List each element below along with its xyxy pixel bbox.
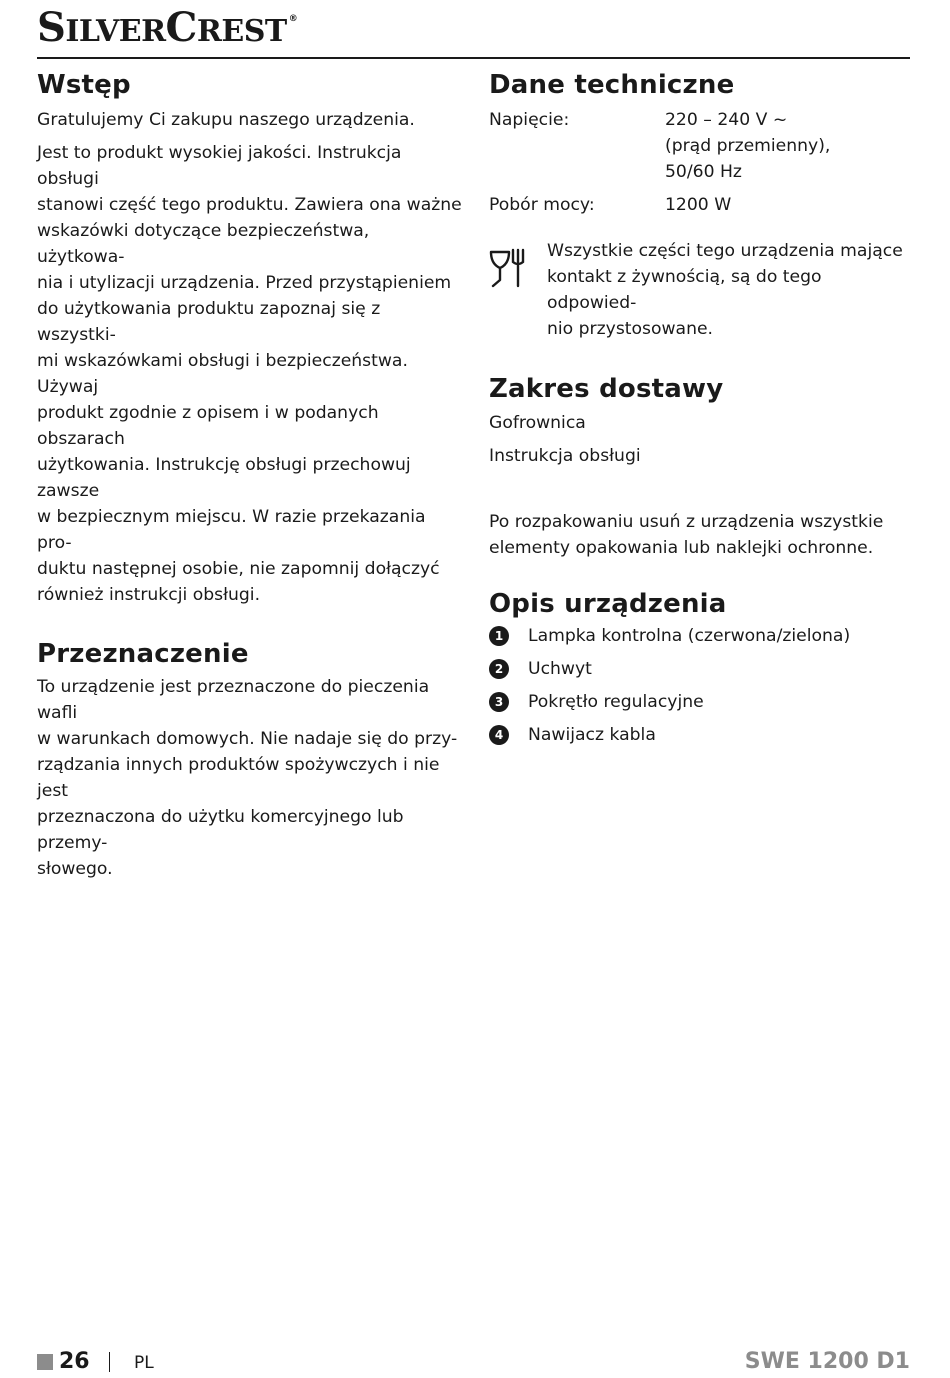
text-line: użytkowania. Instrukcję obsługi przechowuj zawsze [37,455,411,501]
text-line: To urządzenie jest przeznaczone do pieczenia wafli [37,677,430,723]
text-line: 220 – 240 V ~ [665,110,788,130]
text-line: słowego. [37,859,113,879]
model-number: SWE 1200 D1 [744,1349,910,1374]
text-line: w warunkach domowych. Nie nadaje się do przy- [37,729,458,749]
purpose-heading: Przeznaczenie [37,639,249,669]
list-item [489,623,914,649]
footer-square-icon [37,1354,53,1370]
text-line: Wszystkie części tego urządzenia mające [547,241,903,261]
spec-value: 1200 W [665,195,732,215]
text-line: w bezpiecznym miejscu. W razie przekazania pro- [37,507,426,553]
intro-paragraph-2 [37,140,462,608]
brand-logo [37,4,297,51]
intro-paragraph-1: Gratulujemy Ci zakupu naszego urządzenia. [37,110,415,130]
logo-text: REST [196,14,287,49]
list-item [489,656,914,682]
text-line: produkt zgodnie z opisem i w podanych obszarach [37,403,379,449]
text-line: duktu następnej osobie, nie zapomnij dołączyć [37,559,440,579]
text-line: Jest to produkt wysokiej jakości. Instrukcja obsługi [37,143,402,189]
spec-value [665,107,914,185]
food-safe-icon [489,238,547,342]
list-item [489,689,914,715]
list-item [489,722,914,748]
text-line: wskazówki dotyczące bezpieczeństwa, użytkowa- [37,221,370,267]
registered-mark: ® [288,14,298,24]
part-label: Lampka kontrolna (czerwona/zielona) [528,626,851,646]
logo-letter: C [165,4,197,51]
intro-heading: Wstęp [37,70,131,100]
food-safe-text [547,238,914,342]
text-line: rządzania innych produktów spożywczych i nie jest [37,755,440,801]
parts-list [489,623,914,748]
language-code: PL [134,1353,154,1373]
delivery-item: Instrukcja obsługi [489,446,641,466]
spec-label: Napięcie: [489,110,570,130]
left-column [37,68,462,882]
spec-power [489,192,914,218]
delivery-item: Gofrownica [489,413,586,433]
right-column [489,68,914,755]
text-line: (prąd przemienny), [665,136,831,156]
part-label: Pokrętło regulacyjne [528,692,704,712]
text-line: elementy opakowania lub naklejki ochronne. [489,538,874,558]
text-line: nia i utylizacji urządzenia. Przed przystąpieniem [37,273,452,293]
unpack-paragraph [489,509,914,561]
text-line: również instrukcji obsługi. [37,585,261,605]
text-line: stanowi część tego produktu. Zawiera ona ważne [37,195,462,215]
delivery-heading: Zakres dostawy [489,374,724,404]
text-line: Po rozpakowaniu usuń z urządzenia wszystkie [489,512,884,532]
logo-text: ILVER [65,14,166,49]
part-label: Uchwyt [528,659,592,679]
footer-divider [109,1352,110,1372]
text-line: nio przystosowane. [547,319,714,339]
part-label: Nawijacz kabla [528,725,656,745]
number-badge: 2 [489,659,509,679]
spec-voltage [489,107,914,185]
page-number: 26 [59,1349,90,1374]
text-line: mi wskazówkami obsługi i bezpieczeństwa. Używaj [37,351,408,397]
text-line: 50/60 Hz [665,162,742,182]
header-rule [37,57,910,59]
text-line: do użytkowania produktu zapoznaj się z wszystki- [37,299,381,345]
number-badge: 4 [489,725,509,745]
tech-heading: Dane techniczne [489,70,735,100]
number-badge: 3 [489,692,509,712]
number-badge: 1 [489,626,509,646]
logo-letter: S [37,4,66,51]
text-line: przeznaczona do użytku komercyjnego lub przemy- [37,807,404,853]
text-line: kontakt z żywnością, są do tego odpowied- [547,267,822,313]
purpose-paragraph [37,674,462,882]
description-heading: Opis urządzenia [489,589,727,619]
spec-label: Pobór mocy: [489,195,595,215]
food-safe-note [489,238,914,342]
